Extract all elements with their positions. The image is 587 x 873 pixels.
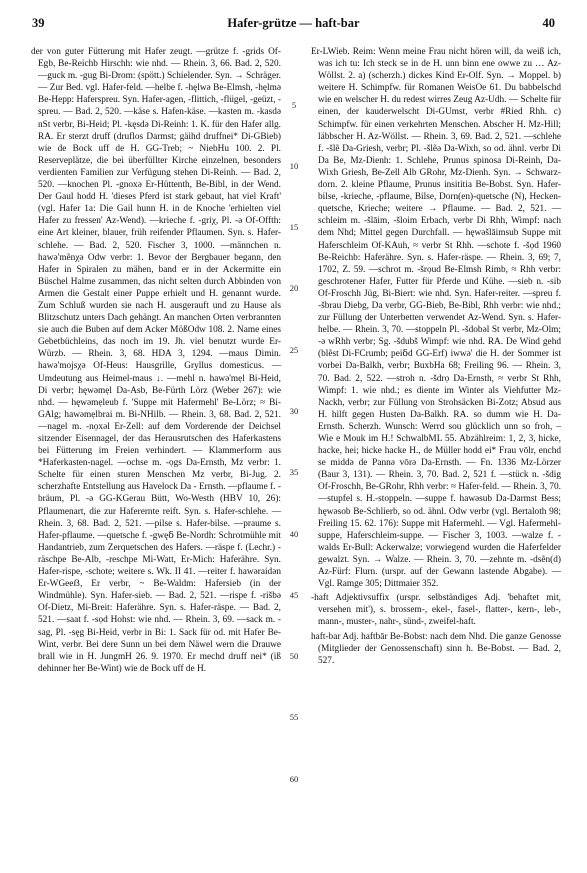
line-number: 50 (289, 651, 299, 661)
line-number: 25 (289, 345, 299, 355)
page-number-left: 39 (32, 16, 45, 30)
entry-haft-suffix: -haft Adjektivsuffix (urspr. selbständiges Adj. 'behaftet mit, versehen mit'), s. brossem-, ekel-, fasel-, flatter-, kern-, leb-, mann-, muster-, nahr-, sünd-, zweifel-haft. (311, 593, 561, 628)
line-number: 20 (289, 283, 299, 293)
line-number: 10 (289, 161, 299, 171)
page-header (32, 16, 555, 36)
entry-text: der von guter Fütterung mit Hafer zeugt. —grütze f. -grids Of-Egb, Be-Reichb Hirschh: wie nhd. — Rhein. 3, 66. Bad. 2, 520. —guck m. -gug Bi-Drom: (spött.) Schielender. Syn. → Schräger. — Zur Bed. vgl. Hafer-feld. —helbe f. -hęlwə Be-Elmsh, -hęlmə Be-Hepp: Haferspreu. Syn. Hafer-agen, -flittich, -flügel, -geüzt, -spreu. — Bad. 2, 520. —käse s. Hafen-käse. —kasten m. -kasdə nSt verbr, Bi-Heid; Pl. -kęsdə Di-Reinh: 1. K. für den Hafer allg. RA. Er sterzt druff (druflos Darmst; gäihd druffnei* Di-GBieb) wie de Bock uff de H. GG-Treb; ~ NiebHu 100. 2. Pl. Reserveplätze, die bei überfüllter Kirche einzelnen, besonders verdienten Familien zur Verfügung stehen Di-Reinh. — Bad. 2, 520. —knochen Pl. -gnoxə Er-Hüttenth, Be-Bibl, in der Wend. Der Gaul hodd H. 'dieses Pferd ist stark gebaut, hat viel Kraft' (vgl. Hafer 1a: Die Gail hunn H. in de Knoche 'erhielten viel Hafer zu fressen' Az-Wend). —krieche f. -griχ, Pl. -ə Of-Offth: eine Art kleiner, blauer, früh reifender Pflaumen. Syn. s. Hafer-schlehe. — Bad. 2, 520. Fischer 3, 1000. —männchen n. hawə'mẽnχə Odw verbr: 1. Bevor der Bergbauer begann, den Hafer in Spiralen zu mähen, band er in der Ackermitte ein Büschel Halme zusammen, das nicht selten durch Abbinden von Armen die Gestalt einer Puppe erhielt und H. genannt wurde. Zum Schluß wurden sie nach H. ausgerauft und zu Hause als Blitzschutz unters Dach gehängt. An manchen Orten verbrannten sie auch die Buben auf dem Acker MößOdw 108. 2. Name eines Gebetbüchleins, das noch im 19. Jh. viel benutzt wurde Er-Würzb. — Rhein. 3, 68. HDA 3, 1294. —maus Dimin. hawə'mojsχə Of-Heus: Hausgrille, Gryllus domesticus. — Umdeutung aus Heimel-maus ↓. —mehl n. hawə'mẹl Bi-Heid, Di verbr; hęwəmẹl Da-Asb, Be-Fürth Lörz (Weber 267): wie nhd. — hęwəmẹleub f. 'Suppe mit Hafermehl' Be-Lörz; ≈ Bi-GAlg; hawəmẹlbrai m. Bi-NHilb. — Rhein. 3, 68. Bad. 2, 521. —nagel m. -nọxəl Er-Zell: auf dem Vorderende der Deichsel sitzender Eisennagel, der das Herausrutschen des Haferkastens bei Fütterung im Freien verhindert. — Klammerform aus *Haferkasten-nagel. —ochse m. -ọgs Da-Ernsth, Mz verbr: 1. Schelte für einen sturen Menschen Mz verbr, Bi-Jug. 2. scherzhafte Entstellung aus Havelock Da - Ernsth. —pflaume f. -bräum, Pl. -ə GG-KGerau Bütt, Wo-Westh (HBV 10, 26): Pflaumenart, die zur Haferernte reift. Syn. s. Hafer-schlehe. — Rhein. 3, 68. Bad. 2, 521. —pilse s. Hafer-bilse. —praume s. Hafer-pflaume. —quetsche f. -gwęẟ Be-Nordh: Schrotmühle mit Handantrieb, zum Zerquetschen des Hafers. —räspe f. (Lechr.) -räschpe Be-Alb, -reschpe Mi-Watt, Er-Mich: Haferähre. Syn. Hafer-rispe, -schote; weitere s. Wk. II 41. —reiter f. hawəraidən Er-WGeeẞ, Er verbr, ~ Be-Waldm: Hafersieb (in der Windmühle). Syn. Hafer-sieb. — Bad. 2, 521. —rispe f. -rišbə Of-Dietz, Mi-Breit: Haferähre. Syn. s. Hafer-räspe. — Bad. 2, 521. —saat f. -sọd Hohst: wie nhd. — Rhein. 3, 69. —sack m. -sag, Pl. -sęg Bi-Heid, verbr in Bi: 1. Sack für od. mit Hafer Be-Wint, verbr. Bei dere Sunn un bei dem Näwel wern die Drauwe brall wie in H. JungmH 26. 9. 1970. Er mechd druff nei* (iß dehinner her Be-Wint) wie de Bock uff de H. (31, 47, 281, 674)
line-number: 30 (289, 406, 299, 416)
entry-haft-bar: haft-bar Adj. haftbār Be-Bobst: nach dem Nhd. Die ganze Genosse (Mitglieder der Genossenschaft) sinn h. Be-Bobst. — Bad. 2, 527. (311, 631, 561, 666)
left-column (31, 46, 281, 675)
right-column (311, 46, 561, 667)
line-number: 45 (289, 590, 299, 600)
entry-text: Er-LWieb. Reim: Wenn meine Frau nicht hören will, da weiß ich, was ich tu: Ich steck se in de H. unn binn ene owwe zu … Az-Wöllst. 2. a) (scherzh.) dickes Kind Er-Olf. Syn. → Moppel. b) weitere H. Schimpfw. für Romanen WeisOe 61. Du babbelschd wie en welscher H. du redest wirres Zeug Az-Udh. — Schelte für einen, der kauderwelscht Di-GUmst, verbr #Ried Rhh. c) Schimpfw. für einen verkehrten Menschen. Abscher H. Mz-Hill; läbbscher H. Az-Wöllst. — Rhein. 3, 69. Bad. 2, 521. —schlehe f. -šlẽ Da-Griesh, verbr; Pl. -šlẽə Da-Wixh, so od. ähnl. verbr Di Da Be, Mz-Dienh: 1. Schlehe, Prunus spinosa Di-Reinh, Da-Wixh Griesh, Be-Zell Alb GRohr, Mz-Dienh. Syn. → Schwarz-dorn. 2. kleine Pflaume, Prunus insititia Be-Bobst. Syn. Hafer-bilse, -krieche, -pflaume, Bilse, Dorn(en)-quetsche (N), Hecken-quetsche, Krieche; weitere → Pflaume. — Bad. 2, 521. —schleim m. -šlāim, -šloim Erbach, verbr Di Rhh, Wimpf: nach dem Nhd; Mittel gegen Durchfall. — hęwəšlāimsub Suppe mit Haferschleim Of-KAuh, ≈ verbr St Rhh. —schote f. -šọd 1960 Be-Reichb: Haferähre. Syn. s. Hafer-räspe. — Rhein. 3, 69; 7, 1702, Z. 59. —schrot m. -šrọud Be-Elmsh Rimb, ≈ Rhh verbr: geschrotener Hafer, Futter für Pferde und Kühe. —sieb n. -sib Of-Froschh Jüg, Bi-Biert: wie nhd. Syn. Hafer-reiter. —spreu f. -šbrau Diebg, Da verbr, GG-Bieb, Be-Bibl, Rhh verbr: wie nhd.; zur Füllung der Unterbetten verwendet Az-Wend. Syn. s. Hafer-helbe. — Rhein. 3, 70. —stoppeln Pl. -šdobəl St verbr, Mz-Olm; -ə wRhh verbr; Sg. -šdubš Wimpf: wie nhd. RA. De Wind gehd (blẽst Di-FCrumb; peiẟd GG-Erf) iwwə' die H. der Sommer ist vorbei Da-Balkh, verbr; BuxbHa 68; Freiling 96. — Rhein. 3, 70. Bad. 2, 522. —stroh n. -šdrọ Da-Ernsth, ≈ verbr St Rhh, Wimpf: 1. wie nhd.; es diente im Winter als Viehfutter Mz-Nackh, verbr; zur Füllung von Strohsäcken Bi-Zotz; Absud aus H. hilft gegen Husten Da-Balkh. RA. so dumm wie H. Da-Ernsth. Scherzh. Wunsch: Werrd sou glücklich unn so froh, – Wie e Mouk im H.! SchwalbML 55. Abzählreim: 1, 2, 3, hicke, hacke, hei; hicke hacke H., de Müller hodd ei* Frau vōlr, enchd se middə de Pannə vōrə Da-Ernsth. — Fn. 1336 Mz-Lörzer (Baur 3, 131). — Rhein. 3, 70. Bad. 2, 521 f. —stück n. -šdig Of-Froschh, Be-GRohr, Rhh verbr: ≈ Hafer-feld. — Rhein. 3, 70. —stupfel s. H.-stoppeln. —suppe f. hawəsub Da-Darmst Bess; hęwəsob Be-Schlierb, so od. ähnl. Odw verbr (vgl. Bertaloth 98; Freiling 15. 62. 176): Suppe mit Hafermehl. — Vgl. Hafermehl-suppe, Haferschleim-suppe. — Fischer 3, 1003. —walze f. -walds Er-Bull: Ackerwalze; vorwiegend wurden die Haferfelder gewalzt. Syn. → Walze. — Rhein. 3, 70. —zehnte m. -dsẽn(d) Az-Fürf: Flurn. (urspr. auf der Gewann lastende Abgabe). — Vgl. Ramge 305; Dittmaier 352. (311, 47, 561, 590)
running-title: Hafer-grütze — haft-bar (227, 16, 360, 30)
line-number: 60 (289, 774, 299, 784)
line-number: 5 (291, 100, 297, 110)
line-number: 40 (289, 529, 299, 539)
line-number: 35 (289, 467, 299, 477)
line-number: 15 (289, 222, 299, 232)
line-number: 55 (289, 712, 299, 722)
page-number-right: 40 (542, 16, 555, 30)
